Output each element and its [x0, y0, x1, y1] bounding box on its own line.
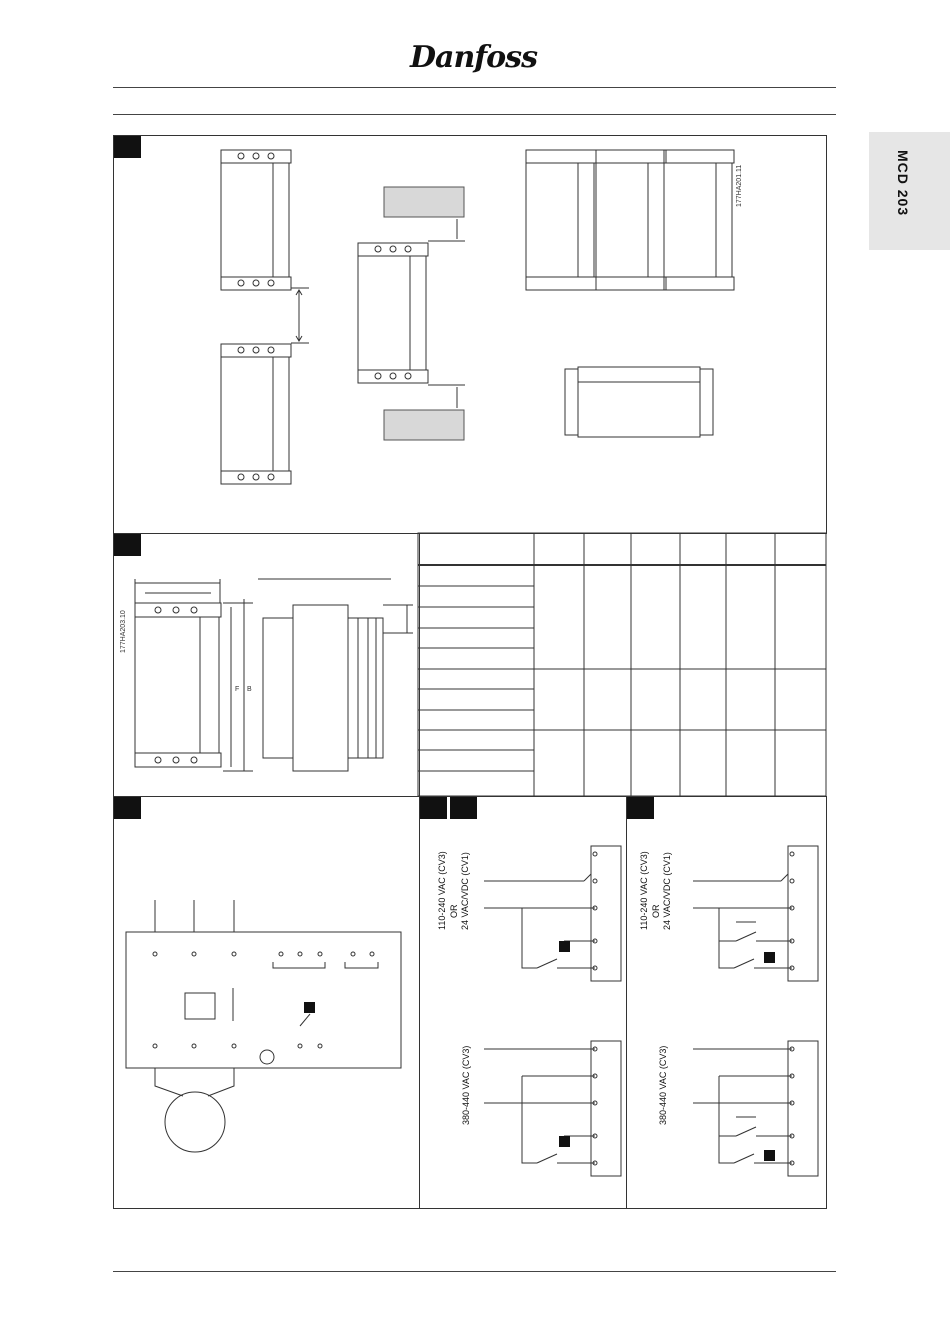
control-wiring-drawing-b: [626, 796, 827, 1209]
dimension-label-f: F: [235, 686, 240, 693]
supply-label-alt: 24 VAC/VDC (CV1): [460, 852, 470, 930]
header-rule-bottom: [113, 114, 836, 115]
supply-label-top: 110-240 VAC (CV3): [639, 851, 649, 930]
section-tab: [869, 132, 950, 250]
terminal-marker: [304, 1002, 315, 1013]
starter-unit: [221, 344, 291, 484]
mounting-clearance-drawing: [113, 135, 827, 534]
starter-unit-row: [526, 150, 734, 290]
starter-unit: [358, 243, 428, 383]
section-tab-label: MCD 203: [895, 150, 911, 217]
supply-label-or: OR: [449, 904, 459, 918]
supply-label-bottom: 380-440 VAC (CV3): [658, 1045, 668, 1125]
control-wiring-drawing-a: [419, 796, 627, 1209]
supply-label-top: 110-240 VAC (CV3): [437, 851, 447, 930]
danfoss-logo: Danfoss: [410, 40, 537, 75]
drawing-code-label: 177HA201.11: [736, 164, 743, 207]
dimensions-drawing: [113, 533, 420, 797]
power-wiring-drawing: [113, 796, 420, 1209]
supply-label-or: OR: [651, 904, 661, 918]
terminal-marker: [559, 1136, 570, 1147]
terminal-marker: [559, 941, 570, 952]
drawing-code-label: 177HA203.10: [120, 610, 127, 653]
supply-label-alt: 24 VAC/VDC (CV1): [662, 852, 672, 930]
footer-rule: [113, 1271, 836, 1272]
supply-label-bottom: 380-440 VAC (CV3): [461, 1045, 471, 1125]
header-rule-top: [113, 87, 836, 88]
dimensions-table: [418, 533, 826, 796]
starter-unit: [221, 150, 291, 290]
terminal-marker: [764, 952, 775, 963]
dimension-label-b: B: [247, 686, 252, 693]
terminal-marker: [764, 1150, 775, 1161]
starter-unit-horizontal: [565, 367, 713, 437]
